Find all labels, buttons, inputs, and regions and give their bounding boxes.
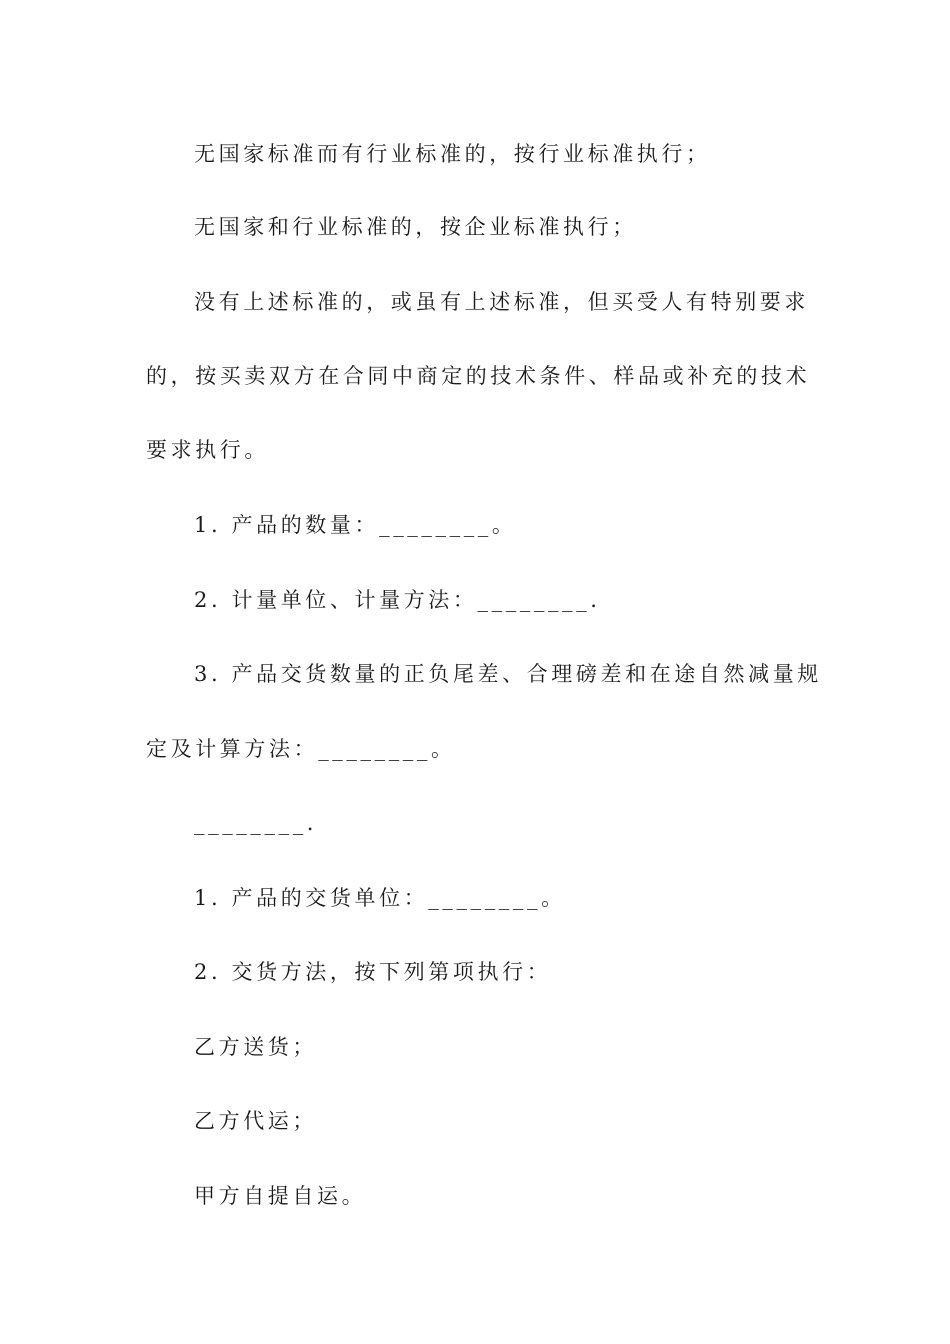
option-seller-delivery: 乙方送货； xyxy=(194,1035,317,1059)
option-buyer-pickup: 甲方自提自运。 xyxy=(194,1184,367,1208)
option-seller-shipping: 乙方代运； xyxy=(194,1109,317,1133)
blank-heading: ________. xyxy=(194,811,318,835)
paragraph-special-requirements: 没有上述标准的，或虽有上述标准，但买受人有特别要求 xyxy=(194,290,809,314)
paragraph-special-requirements-end: 要求执行。 xyxy=(146,438,269,462)
item-measurement-unit: 2. 计量单位、计量方法：________. xyxy=(194,588,601,612)
item-delivery-tolerance-cont: 定及计算方法：________。 xyxy=(146,737,456,761)
paragraph-special-requirements-cont: 的，按买卖双方在合同中商定的技术条件、样品或补充的技术 xyxy=(146,364,811,388)
paragraph-industry-standard: 无国家标准而有行业标准的，按行业标准执行； xyxy=(194,142,711,166)
item-product-quantity: 1. 产品的数量：________。 xyxy=(194,513,517,537)
item-delivery-unit: 1. 产品的交货单位：________。 xyxy=(194,886,566,910)
item-delivery-method: 2. 交货方法，按下列第项执行： xyxy=(194,960,552,984)
paragraph-enterprise-standard: 无国家和行业标准的，按企业标准执行； xyxy=(194,215,637,239)
item-delivery-tolerance: 3. 产品交货数量的正负尾差、合理磅差和在途自然减量规 xyxy=(194,662,822,686)
